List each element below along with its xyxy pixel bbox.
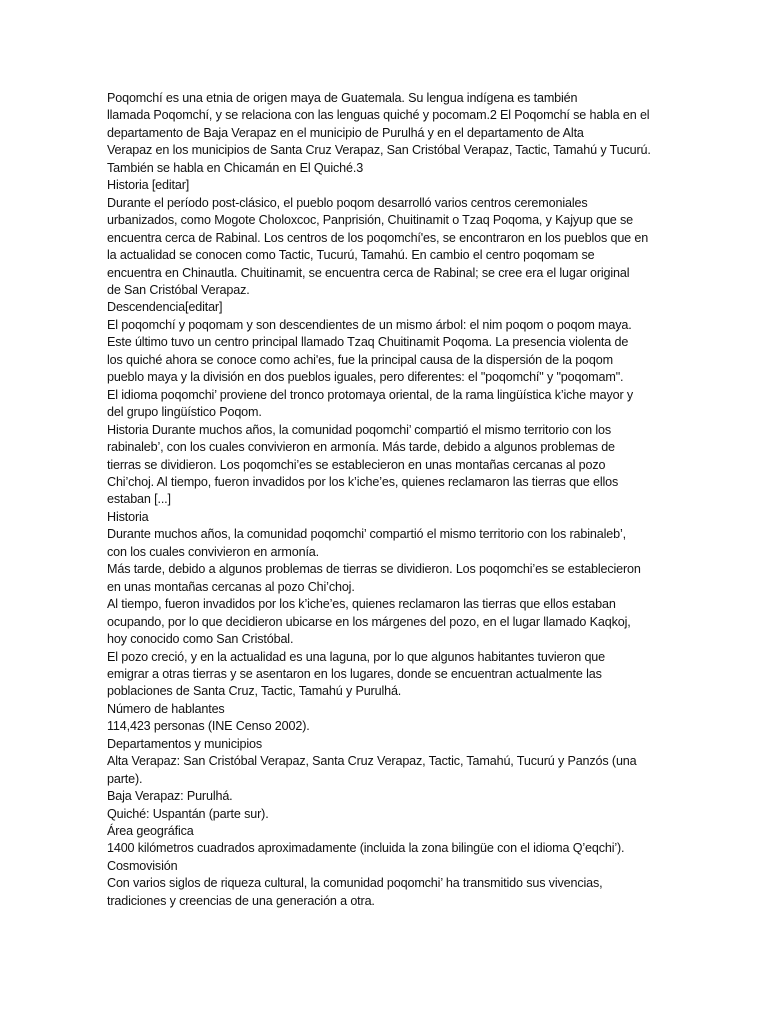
text-line: Durante el período post-clásico, el pueblo poqom desarrolló varios centros ceremoniales [107, 195, 588, 210]
text-line: pueblo maya y la división en dos pueblos iguales, pero diferentes: el "poqomchí" y "poqomam". [107, 370, 624, 385]
text-line: en unas montañas cercanas al pozo Chi’choj. [107, 579, 355, 594]
document-body [107, 90, 659, 910]
text-line: de San Cristóbal Verapaz. [107, 282, 250, 297]
text-line: Alta Verapaz: San Cristóbal Verapaz, Santa Cruz Verapaz, Tactic, Tamahú, Tucurú y Panzós (una [107, 754, 637, 769]
text-line: Verapaz en los municipios de Santa Cruz Verapaz, San Cristóbal Verapaz, Tactic, Tamahú y Tucurú. [107, 143, 651, 158]
text-line: estaban [...] [107, 492, 171, 507]
text-line: Al tiempo, fueron invadidos por los k’iche’es, quienes reclamaron las tierras que ellos estaban [107, 597, 616, 612]
text-line: encuentra cerca de Rabinal. Los centros de los poqomchí'es, se encontraron en los pueblos que en [107, 230, 649, 245]
text-line: Este último tuvo un centro principal llamado Tzaq Chuitinamit Poqoma. La presencia violenta de [107, 335, 629, 350]
text-line: Más tarde, debido a algunos problemas de tierras se dividieron. Los poqomchi’es se establecieron [107, 562, 641, 577]
text-line: tierras se dividieron. Los poqomchi’es se establecieron en unas montañas cercanas al pozo [107, 457, 606, 472]
text-line: llamada Poqomchí, y se relaciona con las lenguas quiché y pocomam.2 El Poqomchí se habla en el [107, 108, 650, 123]
text-line: También se habla en Chicamán en El Quiché.3 [107, 160, 364, 175]
text-line: tradiciones y creencias de una generación a otra. [107, 893, 375, 908]
text-line: Chi’choj. Al tiempo, fueron invadidos por los k’iche’es, quienes reclamaron las tierras que ellos [107, 474, 619, 489]
text-line: la actualidad se conocen como Tactic, Tucurú, Tamahú. En cambio el centro poqomam se [107, 248, 595, 263]
text-line: 1400 kilómetros cuadrados aproximadamente (incluida la zona bilingüe con el idioma Q’eqchi’). [107, 841, 625, 856]
section-heading-numero-de-hablantes: Número de hablantes [107, 701, 225, 716]
text-line: con los cuales convivieron en armonía. [107, 544, 320, 559]
text-line: los quiché ahora se conoce como achi'es, fue la principal causa de la dispersión de la poqom [107, 352, 613, 367]
section-heading-departamentos: Departamentos y municipios [107, 736, 262, 751]
section-heading-historia-editar: Historia [editar] [107, 178, 190, 193]
text-line: urbanizados, como Mogote Choloxcoc, Panprisión, Chuitinamit o Tzaq Poqoma, y Kajyup que se [107, 213, 633, 228]
text-line: Con varios siglos de riqueza cultural, la comunidad poqomchi’ ha transmitido sus vivencias, [107, 876, 603, 891]
text-line: del grupo lingüístico Poqom. [107, 405, 262, 420]
text-line: encuentra en Chinautla. Chuitinamit, se encuentra cerca de Rabinal; se cree era el lugar original [107, 265, 630, 280]
text-line: El idioma poqomchi’ proviene del tronco protomaya oriental, de la rama lingüística k’iche mayor y [107, 387, 634, 402]
section-heading-area-geografica: Área geográfica [107, 824, 194, 839]
section-heading-cosmovision: Cosmovisión [107, 858, 178, 873]
section-heading-descendencia: Descendencia[editar] [107, 300, 223, 315]
text-line: Quiché: Uspantán (parte sur). [107, 806, 269, 821]
text-line: Durante muchos años, la comunidad poqomchi’ compartió el mismo territorio con los rabinaleb’, [107, 527, 626, 542]
text-line: rabinaleb’, con los cuales convivieron en armonía. Más tarde, debido a algunos problemas de [107, 440, 615, 455]
text-line: poblaciones de Santa Cruz, Tactic, Tamahú y Purulhá. [107, 684, 402, 699]
section-heading-historia: Historia [107, 509, 149, 524]
text-line: emigrar a otras tierras y se asentaron en los lugares, donde se encuentran actualmente las [107, 666, 602, 681]
text-line: ocupando, por lo que decidieron ubicarse en los márgenes del pozo, en el lugar llamado Kaqkoj, [107, 614, 631, 629]
text-line: El poqomchí y poqomam y son descendientes de un mismo árbol: el nim poqom o poqom maya. [107, 317, 632, 332]
text-line: El pozo creció, y en la actualidad es una laguna, por lo que algunos habitantes tuvieron que [107, 649, 605, 664]
text-line: departamento de Baja Verapaz en el municipio de Purulhá y en el departamento de Alta [107, 125, 584, 140]
text-line: parte). [107, 771, 143, 786]
text-line: hoy conocido como San Cristóbal. [107, 632, 294, 647]
text-line: Poqomchí es una etnia de origen maya de Guatemala. Su lengua indígena es también [107, 91, 578, 105]
text-line: Baja Verapaz: Purulhá. [107, 789, 233, 804]
text-line: 114,423 personas (INE Censo 2002). [107, 719, 310, 734]
text-line: Historia Durante muchos años, la comunidad poqomchi’ compartió el mismo territorio con los [107, 422, 612, 437]
